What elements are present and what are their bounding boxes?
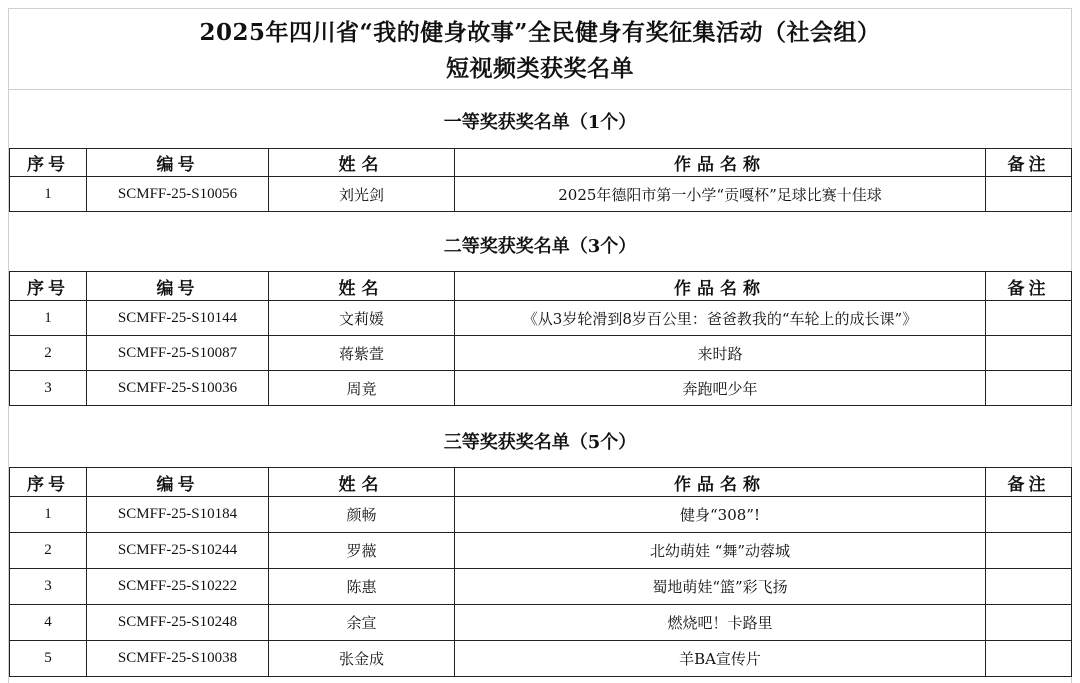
column-header-index: 序号 xyxy=(10,272,87,301)
table-header-row xyxy=(10,468,1072,497)
cell-code: SCMFF-25-S10056 xyxy=(87,177,269,212)
cell-note xyxy=(986,533,1072,569)
table-row xyxy=(10,371,1072,406)
second-prize-table xyxy=(9,271,1072,406)
cell-work: 来时路 xyxy=(455,336,986,371)
table-row xyxy=(10,605,1072,641)
column-header-code: 编号 xyxy=(87,149,269,177)
cell-index: 1 xyxy=(10,177,87,212)
section-heading-second-prize: 二等奖获奖名单（3个） xyxy=(443,236,637,257)
cell-code: SCMFF-25-S10038 xyxy=(87,641,269,677)
column-header-work: 作品名称 xyxy=(455,272,986,301)
table-row xyxy=(10,533,1072,569)
document-title-line1: 2025年四川省“我的健身故事”全民健身有奖征集活动（社会组） xyxy=(199,19,881,46)
table-row xyxy=(10,301,1072,336)
table-header-row xyxy=(10,272,1072,301)
cell-index: 5 xyxy=(10,641,87,677)
section-heading-third-prize: 三等奖获奖名单（5个） xyxy=(443,432,637,453)
column-header-index: 序号 xyxy=(10,149,87,177)
column-header-name: 姓名 xyxy=(269,468,455,497)
cell-index: 2 xyxy=(10,336,87,371)
cell-name: 蒋紫萱 xyxy=(269,336,455,371)
cell-code: SCMFF-25-S10144 xyxy=(87,301,269,336)
cell-code: SCMFF-25-S10244 xyxy=(87,533,269,569)
cell-code: SCMFF-25-S10222 xyxy=(87,569,269,605)
cell-code: SCMFF-25-S10184 xyxy=(87,497,269,533)
divider xyxy=(8,89,1072,90)
cell-index: 3 xyxy=(10,371,87,406)
column-header-code: 编号 xyxy=(87,468,269,497)
column-header-name: 姓名 xyxy=(269,272,455,301)
cell-work: 北幼萌娃 “舞”动蓉城 xyxy=(455,533,986,569)
table-row xyxy=(10,569,1072,605)
section-heading-first-prize: 一等奖获奖名单（1个） xyxy=(443,112,637,133)
first-prize-table xyxy=(9,148,1072,212)
table-row xyxy=(10,641,1072,677)
cell-index: 2 xyxy=(10,533,87,569)
cell-name: 陈惠 xyxy=(269,569,455,605)
cell-index: 3 xyxy=(10,569,87,605)
cell-name: 罗薇 xyxy=(269,533,455,569)
column-header-name: 姓名 xyxy=(269,149,455,177)
cell-work: 蜀地萌娃“篮”彩飞扬 xyxy=(455,569,986,605)
cell-note xyxy=(986,177,1072,212)
cell-note xyxy=(986,569,1072,605)
cell-code: SCMFF-25-S10036 xyxy=(87,371,269,406)
cell-index: 4 xyxy=(10,605,87,641)
cell-work: 《从3岁轮滑到8岁百公里：爸爸教我的“车轮上的成长课”》 xyxy=(455,301,986,336)
cell-name: 颜畅 xyxy=(269,497,455,533)
document-title-line2: 短视频类获奖名单 xyxy=(446,55,634,82)
table-header-row xyxy=(10,149,1072,177)
cell-name: 周竟 xyxy=(269,371,455,406)
table-row xyxy=(10,336,1072,371)
cell-name: 张金成 xyxy=(269,641,455,677)
cell-note xyxy=(986,641,1072,677)
cell-code: SCMFF-25-S10087 xyxy=(87,336,269,371)
cell-work: 健身“308”! xyxy=(455,497,986,533)
cell-note xyxy=(986,497,1072,533)
column-header-code: 编号 xyxy=(87,272,269,301)
column-header-index: 序号 xyxy=(10,468,87,497)
column-header-note: 备注 xyxy=(986,468,1072,497)
cell-name: 文莉媛 xyxy=(269,301,455,336)
cell-code: SCMFF-25-S10248 xyxy=(87,605,269,641)
cell-work: 羊BA宣传片 xyxy=(455,641,986,677)
cell-note xyxy=(986,605,1072,641)
cell-note xyxy=(986,371,1072,406)
cell-name: 刘光剑 xyxy=(269,177,455,212)
column-header-note: 备注 xyxy=(986,149,1072,177)
cell-index: 1 xyxy=(10,497,87,533)
column-header-work: 作品名称 xyxy=(455,468,986,497)
cell-index: 1 xyxy=(10,301,87,336)
cell-work: 奔跑吧少年 xyxy=(455,371,986,406)
cell-work: 燃烧吧！卡路里 xyxy=(455,605,986,641)
column-header-work: 作品名称 xyxy=(455,149,986,177)
cell-note xyxy=(986,301,1072,336)
cell-note xyxy=(986,336,1072,371)
table-row xyxy=(10,497,1072,533)
third-prize-table xyxy=(9,467,1072,677)
cell-name: 余宣 xyxy=(269,605,455,641)
cell-work: 2025年德阳市第一小学“贡嘎杯”足球比赛十佳球 xyxy=(455,177,986,212)
column-header-note: 备注 xyxy=(986,272,1072,301)
table-row xyxy=(10,177,1072,212)
